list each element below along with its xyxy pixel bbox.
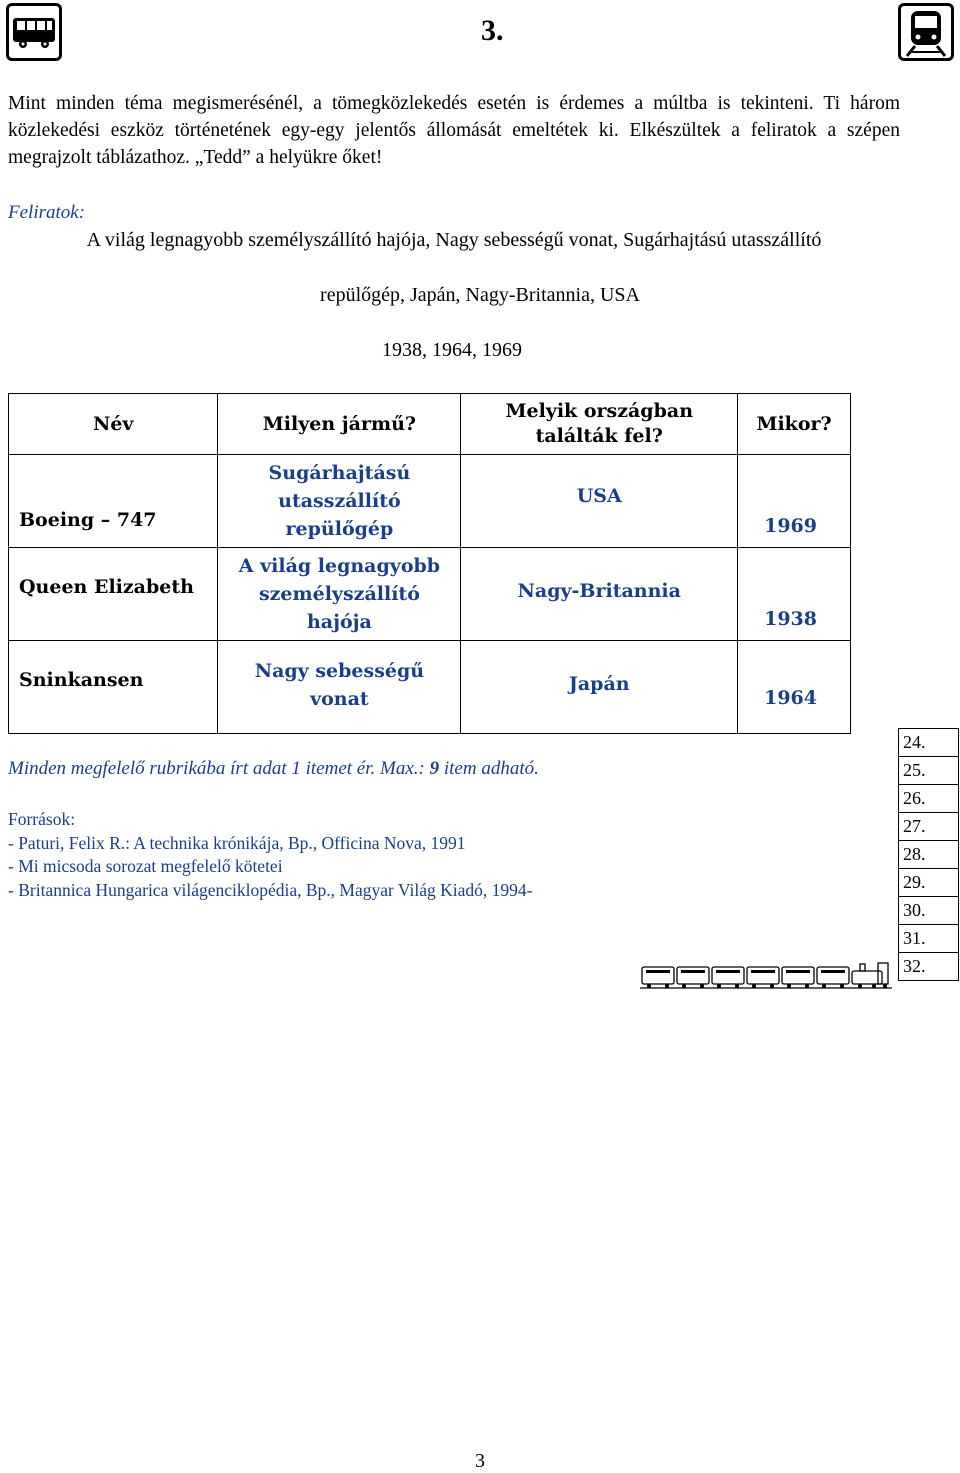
item-number: 26. <box>899 785 959 813</box>
cell-country: USA <box>461 455 738 548</box>
row-year: 1938 <box>764 608 817 630</box>
intro-paragraph <box>8 90 900 171</box>
source-item: - Paturi, Felix R.: A technika krónikája, Bp., Officina Nova, 1991 <box>8 832 466 853</box>
row-year: 1969 <box>764 515 817 537</box>
cell-country: Japán <box>461 641 738 734</box>
cell-name <box>9 641 218 734</box>
item-number: 32. <box>899 953 959 981</box>
captions-line-1: A világ legnagyobb személyszállító hajója, Nagy sebességű vonat, Sugárhajtású utasszállító <box>86 229 822 251</box>
table-header-row <box>9 394 851 455</box>
cell-year <box>738 641 851 734</box>
item-number: 27. <box>899 813 959 841</box>
row-name: Queen Elizabeth <box>19 576 194 598</box>
cell-vehicle <box>218 548 461 641</box>
task-number: 3. <box>481 14 504 47</box>
item-number: 25. <box>899 757 959 785</box>
row-vehicle: Nagy sebességű vonat <box>254 660 425 710</box>
cell-name <box>9 455 218 548</box>
header-country <box>461 394 738 455</box>
cell-name <box>9 548 218 641</box>
table-row <box>9 455 851 548</box>
scoring-note <box>8 758 539 780</box>
row-name: Sninkansen <box>19 669 144 691</box>
captions-line-3: 1938, 1964, 1969 <box>382 339 522 361</box>
sources-title: Források: <box>8 809 76 829</box>
captions-line-2: repülőgép, Japán, Nagy-Britannia, USA <box>320 284 640 306</box>
source-item: - Britannica Hungarica világenciklopédia, Bp., Magyar Világ Kiadó, 1994- <box>8 879 533 900</box>
captions-label: Feliratok: <box>8 202 86 223</box>
bus-icon <box>6 3 62 61</box>
row-vehicle: A világ legnagyobb személyszállító hajója <box>238 555 441 633</box>
item-number: 31. <box>899 925 959 953</box>
header-country-text: Melyik országban találták fel? <box>505 400 694 447</box>
train-icon <box>898 3 954 61</box>
cell-year <box>738 455 851 548</box>
table-row <box>9 641 851 734</box>
cell-vehicle <box>218 455 461 548</box>
train-cars-icon <box>640 961 895 996</box>
cell-vehicle <box>218 641 461 734</box>
note-suffix: item adható. <box>439 758 539 779</box>
page-number: 3 <box>475 1450 485 1472</box>
note-max: 9 <box>429 758 440 779</box>
header-name: Név <box>9 394 218 455</box>
cell-year <box>738 548 851 641</box>
item-number: 28. <box>899 841 959 869</box>
row-vehicle: Sugárhajtású utasszállító repülőgép <box>268 462 411 540</box>
item-number: 24. <box>899 729 959 757</box>
header-vehicle: Milyen jármű? <box>218 394 461 455</box>
answer-table <box>8 393 851 734</box>
cell-country: Nagy-Britannia <box>461 548 738 641</box>
header-year: Mikor? <box>738 394 851 455</box>
source-item: - Mi micsoda sorozat megfelelő kötetei <box>8 856 283 876</box>
item-number: 29. <box>899 869 959 897</box>
row-year: 1964 <box>764 687 817 709</box>
row-name: Boeing – 747 <box>19 509 157 531</box>
note-prefix: Minden megfelelő rubrikába írt adat 1 itemet ér. Max.: <box>8 758 430 779</box>
intro-text: Mint minden téma megismerésénél, a tömegközlekedés esetén is érdemes a múltba is tekinteni. Ti három közlekedési eszköz történetének egy-egy jelentős állomását emeltétek ki. Elkészültek a feliratok a szépen megrajzolt táblázathoz. „Tedd” a helyükre őket! <box>8 93 900 168</box>
table-row <box>9 548 851 641</box>
item-number: 30. <box>899 897 959 925</box>
sources <box>8 808 532 902</box>
item-number-table <box>898 728 959 981</box>
